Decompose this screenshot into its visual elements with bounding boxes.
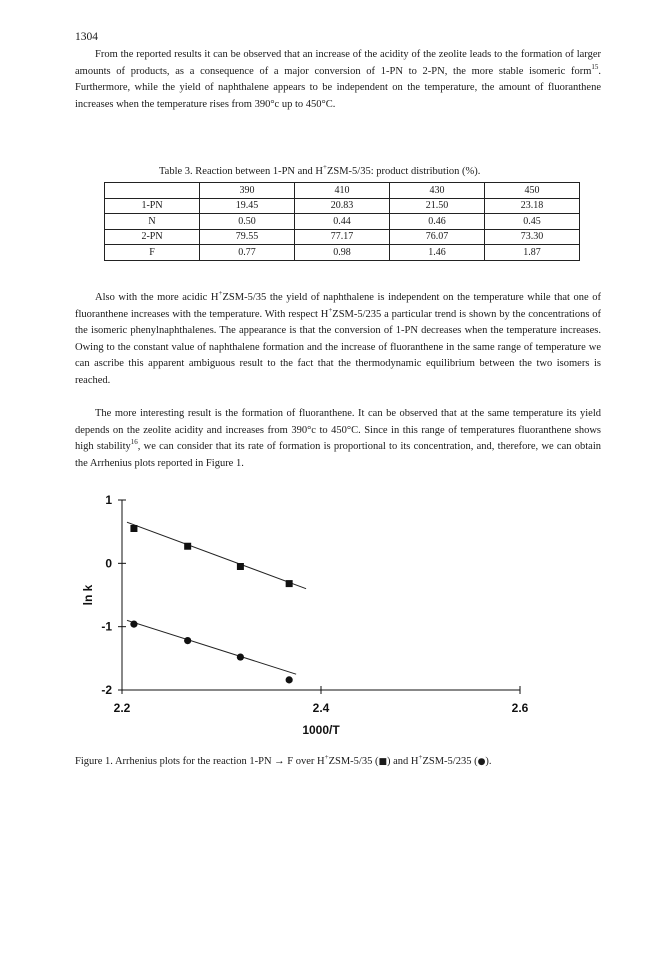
table-cell: 0.98 bbox=[295, 245, 390, 261]
table-cell: 76.07 bbox=[390, 229, 485, 245]
square-data-point bbox=[184, 543, 191, 550]
paragraph-3: The more interesting result is the formation of fluoranthene. It can be observed that at the same temperature its yield depends on the zeolite acidity and increases from 390°c to 450°C. Since in this range of temperatures fluoranthene shows high stability$^{16}$, we can consider that its rate of formation is proportional to its concentration, and, therefore, we can obtain the Arrhenius plots reported in Figure 1. bbox=[75, 408, 602, 469]
circle-data-point bbox=[286, 676, 293, 683]
table-cell: 450 bbox=[485, 183, 580, 199]
data-points bbox=[130, 525, 292, 683]
y-tick-label: -2 bbox=[101, 683, 112, 697]
table-cell: 390 bbox=[200, 183, 295, 199]
table-cell: 23.18 bbox=[485, 198, 580, 214]
table-cell: N bbox=[105, 214, 200, 230]
x-tick-label: 2.2 bbox=[113, 701, 131, 715]
table-cell: 2-PN bbox=[105, 229, 200, 245]
circle-marker-icon: ● bbox=[477, 757, 486, 767]
page-number: 1304 bbox=[75, 31, 98, 43]
chart-axes bbox=[118, 500, 520, 694]
square-data-point bbox=[286, 580, 293, 587]
table-cell: 20.83 bbox=[295, 198, 390, 214]
table-cell: 0.44 bbox=[295, 214, 390, 230]
square-data-point bbox=[130, 525, 137, 532]
table-cell: 410 bbox=[295, 183, 390, 199]
table-cell: 0.46 bbox=[390, 214, 485, 230]
figure-caption: Figure 1. Arrhenius plots for the reaction 1-PN → F over H+ZSM-5/35 (■) and H+ZSM-5/235 (●). bbox=[75, 753, 492, 767]
y-axis-title: ln k bbox=[81, 584, 95, 606]
fit-line-series-2 bbox=[127, 620, 296, 674]
table-cell: 21.50 bbox=[390, 198, 485, 214]
reference-15: 15 bbox=[591, 62, 599, 71]
table-cell: 19.45 bbox=[200, 198, 295, 214]
paragraph-1: From the reported results it can be observed that an increase of the acidity of the zeolite leads to the formation of larger amounts of products, as a consequence of a major conversion of 1-PN to 2-PN, the more stable isomeric form$^{15}$. Furthermore, while the yield of naphthalene appears to be independent on the temperature, the amount of fluoranthene increases when the temperature rises from 390°c up to 450°C. bbox=[75, 49, 601, 110]
fit-line-series-1 bbox=[127, 522, 306, 589]
reference-16: 16 bbox=[130, 438, 138, 447]
table-cell: 430 bbox=[390, 183, 485, 199]
circle-data-point bbox=[130, 621, 137, 628]
square-data-point bbox=[237, 563, 244, 570]
circle-data-point bbox=[184, 637, 191, 644]
square-marker-icon: ■ bbox=[378, 757, 387, 767]
x-tick-label: 2.4 bbox=[312, 701, 330, 715]
x-tick-label: 2.6 bbox=[511, 701, 529, 715]
fit-lines bbox=[127, 522, 306, 674]
x-axis-title: 1000/T bbox=[302, 723, 340, 737]
table-cell: F bbox=[105, 245, 200, 261]
table-cell: 73.30 bbox=[485, 229, 580, 245]
table-cell: 77.17 bbox=[295, 229, 390, 245]
table-caption: Table 3. Reaction between 1-PN and H+ZSM-5/35: product distribution (%). bbox=[159, 163, 481, 177]
y-tick-label: 1 bbox=[105, 493, 112, 507]
table-cell: 1.87 bbox=[485, 245, 580, 261]
table-cell: 1.46 bbox=[390, 245, 485, 261]
y-tick-label: 0 bbox=[105, 556, 112, 571]
circle-data-point bbox=[237, 653, 244, 660]
paragraph-2: Also with the more acidic H+ZSM-5/35 the yield of naphthalene is independent on the temperature while that one of fluoranthene increases with the temperature. With respect H+ZSM-5/235 a particular trend is shown by the concentrations of the isomeric phenylnaphthalenes. The appearance is that the conversion of 1-PN decreases when the temperature increases. Owing to the constant value of naphthalene formation and the increase of fluoranthene in the same range of temperature we can ascribe this apparent ambiguous result to the fact that the thermodynamic equilibrium between the two isomers is reached. bbox=[75, 289, 602, 386]
y-tick-label: -1 bbox=[101, 619, 112, 634]
table-cell: 0.77 bbox=[200, 245, 295, 261]
table-cell: 1-PN bbox=[105, 198, 200, 214]
table-cell: 79.55 bbox=[200, 229, 295, 245]
table-cell: 0.50 bbox=[200, 214, 295, 230]
table-cell: 0.45 bbox=[485, 214, 580, 230]
